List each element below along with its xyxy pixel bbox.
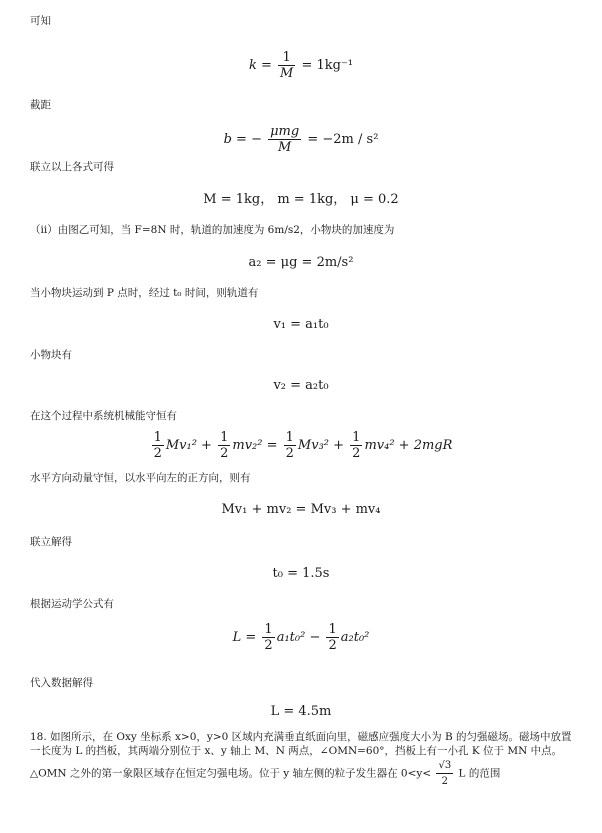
- denominator: 2: [285, 446, 294, 461]
- equation-k: [0, 50, 602, 81]
- equation-energy: [0, 430, 602, 461]
- term: Mv₁² +: [165, 438, 212, 453]
- numerator: 1: [264, 622, 273, 637]
- text-line: 根据运动学公式有: [30, 598, 114, 610]
- denominator: 2: [264, 638, 273, 653]
- fraction: [278, 50, 295, 81]
- denominator: 2: [153, 446, 162, 461]
- text-line: 联立以上各式可得: [30, 161, 114, 173]
- equation-L: [0, 622, 602, 653]
- equation-L-result: L = 4.5m: [270, 704, 332, 719]
- denominator: 2: [220, 446, 229, 461]
- problem-text-end: L 的范围: [458, 767, 501, 780]
- denominator: 2: [441, 776, 449, 787]
- numerator: 1: [328, 622, 337, 637]
- numerator: μmg: [270, 124, 300, 139]
- term: mv₂² =: [232, 438, 278, 453]
- numerator: 1: [220, 430, 229, 445]
- equation-v2: v₂ = a₂t₀: [273, 378, 329, 393]
- text-line: 小物块有: [30, 349, 72, 361]
- eq-lhs: L =: [232, 630, 257, 645]
- numerator: 1: [352, 430, 361, 445]
- numerator: 1: [153, 430, 162, 445]
- fraction: [268, 124, 301, 155]
- fraction: [262, 622, 274, 653]
- numerator: √3: [436, 758, 453, 774]
- eq-lhs: k =: [248, 58, 272, 73]
- text-line: （ii）由图乙可知，当 F=8N 时，轨道的加速度为 6m/s2，小物块的加速度为: [30, 224, 395, 236]
- text-line: 当小物块运动到 P 点时，经过 t₀ 时间，则轨道有: [30, 287, 259, 299]
- term: a₁t₀² −: [276, 630, 321, 645]
- numerator: 1: [285, 430, 294, 445]
- equation-b: [0, 124, 602, 155]
- term: Mv₃² +: [297, 438, 345, 453]
- fraction: [326, 622, 338, 653]
- text-line: 可知: [30, 15, 51, 27]
- equation-results: M = 1kg， m = 1kg， μ = 0.2: [203, 192, 399, 207]
- fraction: [218, 430, 230, 461]
- denominator: M: [278, 140, 292, 155]
- text-line: 代入数据解得: [30, 677, 93, 689]
- problem-18-text: [30, 730, 580, 789]
- term: a₂t₀²: [340, 630, 370, 645]
- eq-rhs: = −2m / s²: [307, 132, 379, 147]
- fraction: [152, 430, 164, 461]
- equation-momentum: Mv₁ + mv₂ = Mv₃ + mv₄: [221, 502, 381, 517]
- numerator: 1: [278, 50, 295, 66]
- equation-t0: t₀ = 1.5s: [272, 566, 330, 581]
- eq-rhs: = 1kg⁻¹: [301, 58, 354, 73]
- denominator: M: [280, 66, 294, 81]
- text-line: 联立解得: [30, 536, 72, 548]
- text-line: 在这个过程中系统机械能守恒有: [30, 410, 177, 422]
- text-line: 截距: [30, 99, 51, 111]
- term: mv₄² + 2mgR: [364, 438, 453, 453]
- denominator: 2: [328, 638, 337, 653]
- denominator: 2: [352, 446, 361, 461]
- eq-lhs: b = −: [223, 132, 262, 147]
- fraction: [284, 430, 296, 461]
- problem-text: 18. 如图所示，在 Oxy 坐标系 x>0，y>0 区域内充满垂直纸面向里，磁感应强度大小为 B 的匀强磁场。磁场中放置一长度为 L 的挡板，其两端分别位于 x、y 轴上 M、N 两点，∠OMN=60°，挡板上有一小孔 K 位于 MN 中点。△OMN 之外的第一象限区域存在恒定匀强电场。位于 y 轴左侧的粒子发生器在 0<y<: [30, 731, 572, 780]
- fraction: [436, 758, 453, 789]
- equation-v1: v₁ = a₁t₀: [273, 317, 329, 332]
- text-line: 水平方向动量守恒，以水平向左的正方向，则有: [30, 472, 251, 484]
- equation-a2: a₂ = μg = 2m/s²: [248, 255, 354, 270]
- fraction: [350, 430, 362, 461]
